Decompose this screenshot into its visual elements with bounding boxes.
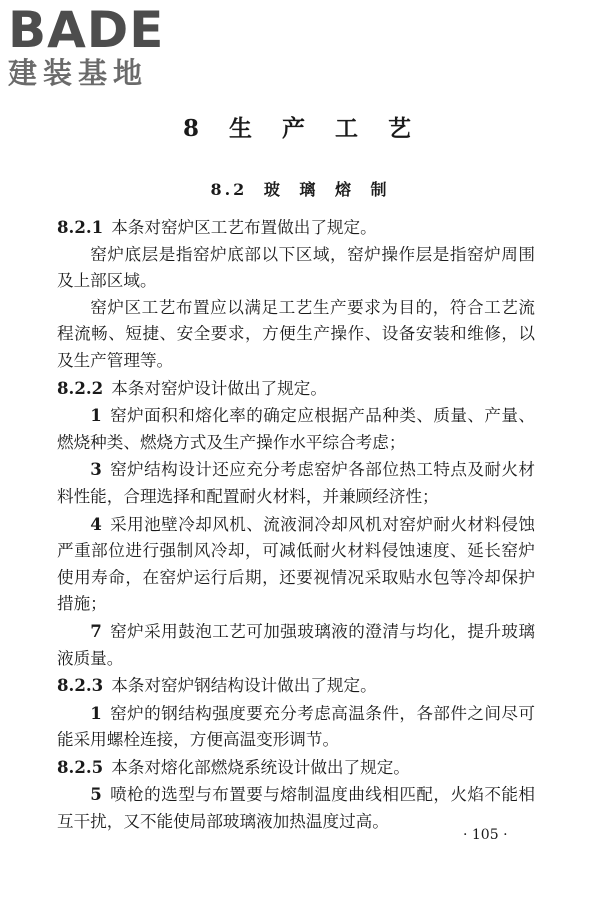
paragraph-text: 窑炉的钢结构强度要充分考虑高温条件，各部件之间尽可能采用螺栓连接，方便高温变形调节。	[57, 703, 535, 750]
paragraph-text: 本条对窑炉区工艺布置做出了规定。	[111, 218, 377, 237]
item-number: 1	[90, 702, 102, 723]
logo-subtitle: 建装基地	[8, 56, 149, 90]
paragraph-text: 窑炉面积和熔化率的确定应根据产品种类、质量、产量、燃烧种类、燃烧方式及生产操作水平综合考虑；	[57, 406, 535, 452]
item-number: 5	[90, 784, 102, 805]
paragraph-text: 本条对窑炉钢结构设计做出了规定。	[111, 676, 377, 696]
body-text	[57, 214, 535, 836]
clause-paragraph	[57, 375, 535, 403]
section-title: 8.2 玻 璃 熔 制	[210, 180, 390, 199]
paragraph-text: 窑炉结构设计还应充分考虑窑炉各部位热工特点及耐火材料性能，合理选择和配置耐火材料，并兼顾经济性；	[57, 460, 535, 506]
item-number: 4	[90, 513, 102, 534]
item-number: 3	[90, 459, 102, 480]
chapter-title: 8 生 产 工 艺	[182, 115, 418, 142]
item-paragraph	[57, 700, 535, 754]
page-number: · 105 ·	[463, 827, 508, 843]
paragraph	[57, 295, 535, 375]
paragraph-text: 窑炉采用鼓泡工艺可加强玻璃液的澄清与均化，提升玻璃液质量。	[57, 621, 535, 668]
paragraph	[57, 242, 535, 295]
logo-wordmark: BADE	[8, 1, 165, 59]
bade-logo	[8, 1, 165, 90]
item-number: 7	[90, 620, 102, 641]
item-paragraph	[57, 511, 535, 618]
item-paragraph	[57, 456, 535, 510]
clause-paragraph	[57, 214, 535, 242]
paragraph-text: 窑炉底层是指窑炉底部以下区域，窑炉操作层是指窑炉周围及上部区域。	[57, 244, 535, 291]
clause-number: 8.2.1	[57, 217, 104, 237]
clause-number: 8.2.2	[57, 377, 104, 398]
paragraph-text: 本条对熔化部燃烧系统设计做出了规定。	[111, 757, 410, 777]
item-paragraph	[57, 402, 535, 456]
item-number: 1	[90, 405, 102, 426]
clause-number: 8.2.5	[57, 756, 104, 777]
item-paragraph	[57, 618, 535, 672]
paragraph-text: 窑炉区工艺布置应以满足工艺生产要求为目的，符合工艺流程流畅、短捷、安全要求，方便生产操作、设备安装和维修，以及生产管理等。	[57, 297, 535, 370]
clause-paragraph	[57, 672, 535, 700]
clause-paragraph	[57, 754, 535, 782]
clause-number: 8.2.3	[57, 675, 104, 696]
paragraph-text: 本条对窑炉设计做出了规定。	[111, 378, 327, 398]
paragraph-text: 采用池壁冷却风机、流液洞冷却风机对窑炉耐火材料侵蚀严重部位进行强制风冷却，可减低耐火材料侵蚀速度、延长窑炉使用寿命，在窑炉运行后期，还要视情况采取贴水包等冷却保护措施；	[57, 514, 535, 614]
paragraph-text: 喷枪的选型与布置要与熔制温度曲线相匹配，火焰不能相互干扰，又不能使局部玻璃液加热温度过高。	[57, 785, 535, 832]
